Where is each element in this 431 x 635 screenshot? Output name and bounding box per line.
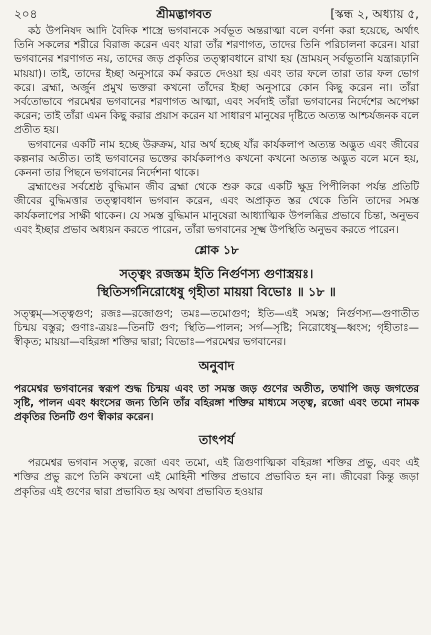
chapter-reference: [স্কন্ধ ২, অধ্যায় ৫, — [330, 7, 419, 21]
purport-text: পরমেশ্বর ভগবান সত্ত্ব, রজো এবং তমো, এই ত্রিগুণাত্মিকা বহিরঙ্গা শক্তির প্রভু, এবং এই শক্তির প্রভু রূপে তিনি কখনো এই মোহিনী শক্তির প্রভাবে প্রভাবিত হন না। জীবেরা কিন্তু জড়া প্রকৃতির এই গুণের দ্বারা প্রভাবিত হয় অথবা প্রভাবিত হওয়ার — [14, 457, 419, 498]
body-paragraph: ভগবানের একটি নাম হচ্ছে উরুক্রম, যার অর্থ হচ্ছে যাঁর কার্যকলাপ অত্যন্ত অদ্ভুত এবং জীবের কল্পনার অতীত। তাই ভগবানের ভক্তের কার্যকলাপও কখনো কখনো অত্যন্ত অদ্ভুত বলে মনে হয়, কেননা তার পিছনে ভগবানের নির্দেশনা থাকে। — [14, 138, 419, 180]
sloka-line-1: সত্ত্বং রজস্তম ইতি নির্গুণস্য গুণাস্ত্রয়ঃ। — [119, 266, 314, 282]
purport-heading: তাৎপর্য — [198, 432, 235, 448]
sloka-heading: শ্লোক ১৮ — [194, 243, 239, 258]
body-paragraph: কঠ উপনিষদ আদি বৈদিক শাস্ত্রে ভগবানকে সর্বভূত অন্তরাত্মা বলে বর্ণনা করা হয়েছে, অর্থাৎ তিনি সকলের শরীরে বিরাজ করেন এবং যারা তাঁর শরণাগত, তাদের তিনি পরিচালনা করেন। যারা ভগবানের শরণাগত নয়, তাদের জড় প্রকৃতির তত্ত্বাবধানে রাখা হয় (ভ্রাময়ন্ সর্বভূতানি যন্ত্রারূঢ়ানি মায়য়া)। তাই, তাদের ইচ্ছা অনুসারে কর্ম করতে দেওয়া হয় এবং তার ফলে তারা তার ফল ভোগ করে। ব্রহ্মা, অর্জুন প্রমুখ ভক্তরা কখনো তাঁদের ইচ্ছা অনুসারে কোন কিছু করেন না। তাঁরা সর্বতোভাবে পরমেশ্বর ভগবানের শরণাগত আত্মা, এবং সর্বদাই তাঁরা ভগবানের নির্দেশের অপেক্ষা করেন; তাই তাঁরা এমন কিছু করার প্রয়াস করেন যা সাধারণ মানুষের দৃষ্টিতে অত্যন্ত আশ্চর্যজনক বলে প্রতীত হয়। — [14, 25, 419, 137]
book-title: শ্রীমদ্ভাগবত — [156, 7, 212, 21]
page-header — [14, 6, 419, 24]
body-paragraph: ব্রহ্মাণ্ডের সর্বশ্রেষ্ঠ বুদ্ধিমান জীব ব্রহ্মা থেকে শুরু করে একটি ক্ষুদ্র পিপীলিকা পর্যন্ত প্রতিটি জীবের বুদ্ধিমত্তার তত্ত্বাবধান ভগবান করেন, এবং অপ্রাকৃত স্তর থেকে তিনি তাদের সমস্ত কার্যকলাপের সাক্ষী থাকেন। যে সমস্ত বুদ্ধিমান মানুষেরা আধ্যাত্মিক উপলব্ধির প্রভাবে চিন্তা, অনুভব এবং ইচ্ছার প্রভাব অধ্যয়ন করতে পারেন, তাঁরা ভগবানের সূক্ষ্ম উপস্থিতি অনুভব করতে পারেন। — [14, 181, 419, 236]
word-synonyms: সত্ত্বম্—সত্ত্বগুণ; রজঃ—রজোগুণ; তমঃ—তমোগুণ; ইতি—এই সমস্ত; নির্গুণস্য—গুণাতীত চিন্ময় বস্তুর; গুণাঃ-ত্রয়ঃ—তিনটি গুণ; স্থিতি—পালন; সর্গ—সৃষ্টি; নিরোধেষু—ধ্বংস; গৃহীতাঃ—স্বীকৃত; মায়য়া—বহিরঙ্গা শক্তির দ্বারা; বিভোঃ—পরমেশ্বর ভগবানের। — [14, 308, 419, 349]
translation-heading: অনুবাদ — [198, 357, 235, 373]
page-number: ২০৪ — [14, 7, 38, 21]
translation-text: পরমেশ্বর ভগবানের স্বরূপ শুদ্ধ চিন্ময় এবং তা সমস্ত জড় গুণের অতীত, তথাপি জড় জগতের সৃষ্টি, পালন এবং ধ্বংসের জন্য তিনি তাঁর বহিরঙ্গা শক্তির মাধ্যমে সত্ত্ব, রজো এবং তমো নামক প্রকৃতির তিনটি গুণ স্বীকার করেন। — [14, 382, 419, 424]
sloka-line-2: স্থিতিসর্গনিরোধেষু গৃহীতা মায়য়া বিভোঃ ॥ ১৮ ॥ — [97, 284, 336, 300]
